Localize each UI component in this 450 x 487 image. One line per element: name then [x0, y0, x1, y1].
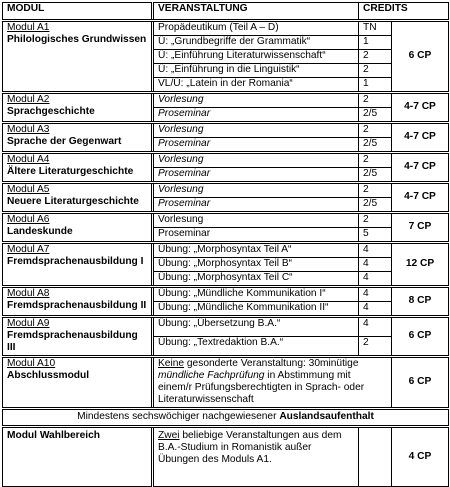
module-code: Modul A10: [7, 357, 56, 369]
module-cp: 12 CP: [392, 243, 449, 287]
course-credit: 2: [359, 123, 392, 138]
module-name: Sprachgeschichte: [7, 106, 95, 118]
course-title: Übung: „Morphosyntax Teil A“: [153, 243, 359, 258]
module-cell: [3, 183, 153, 213]
course-title: Vorlesung: [153, 93, 359, 108]
course-credit: 1: [359, 78, 392, 93]
a10-text-2: in Abstimmung mit einem/r Prüfungsberechtigten in Sprach- oder Literaturwissenschaft: [158, 369, 365, 406]
wahl-module-name: Modul Wahlbereich: [3, 426, 153, 486]
course-title: Übung: „Übersetzung B.A.“: [153, 317, 359, 337]
table-row: [3, 243, 449, 258]
table-row: [3, 287, 449, 302]
module-cell: [3, 93, 153, 123]
course-credit: 2/5: [359, 108, 392, 123]
module-code: Modul A9: [7, 318, 50, 329]
header-row: [3, 3, 449, 21]
course-credit: 2/5: [359, 168, 392, 183]
abroad-note: [3, 408, 449, 426]
module-name: Fremdsprachenausbildung II: [7, 300, 147, 312]
course-title: Übung: „Morphosyntax Teil C“: [153, 272, 359, 287]
module-cp: 6 CP: [392, 356, 449, 408]
course-title: Vorlesung: [153, 153, 359, 168]
module-code: Modul A8: [7, 288, 50, 299]
course-title: Vorlesung: [153, 123, 359, 138]
course-credit: 2: [359, 183, 392, 198]
abroad-prefix: Mindestens sechswöchiger nachgewiesener: [77, 411, 280, 423]
a10-fachpruefung: mündliche Fachprüfung: [158, 369, 265, 381]
module-cp: 6 CP: [392, 21, 449, 93]
module-name: Fremdsprachenausbildung I: [7, 256, 144, 268]
module-cell: [3, 213, 153, 243]
course-title: Proseminar: [153, 168, 359, 183]
header-modul: MODUL: [3, 3, 153, 21]
course-credit: 2/5: [359, 198, 392, 213]
wahl-credit-empty: [359, 426, 392, 486]
course-title: Ü: „Grundbegriffe der Grammatik“: [153, 36, 359, 50]
course-credit: 4: [359, 287, 392, 302]
module-cp: 4-7 CP: [392, 183, 449, 213]
wahl-zwei: Zwei: [158, 429, 180, 441]
table-row: [3, 183, 449, 198]
abroad-row: [3, 408, 449, 426]
module-cell: [3, 153, 153, 183]
course-title: Übung: „Textredaktion B.A.“: [153, 336, 359, 356]
module-code: Modul A3: [7, 124, 50, 135]
course-credit: 2/5: [359, 138, 392, 153]
module-code: Modul A1: [7, 22, 50, 33]
wahl-text: beliebige Veranstaltungen aus dem B.A.-Studium in Romanistik außer Übungen des Moduls A1.: [158, 429, 342, 466]
course-title: Übung: „Mündliche Kommunikation I“: [153, 287, 359, 302]
module-cell: [3, 243, 153, 287]
course-title: Ü: „Einführung in die Linguistik“: [153, 64, 359, 78]
course-title: Vorlesung: [153, 183, 359, 198]
module-cell: [3, 287, 153, 317]
module-name: Ältere Literaturgeschichte: [7, 166, 134, 178]
course-title: Proseminar: [153, 198, 359, 213]
a10-text-1: gesonderte Veranstaltung: 30minütige: [184, 357, 359, 369]
module-cell: [3, 21, 153, 93]
curriculum-table: [2, 2, 449, 487]
course-title: Vorlesung: [153, 213, 359, 228]
course-credit: 2: [359, 64, 392, 78]
table-row: [3, 123, 449, 138]
module-name: Landeskunde: [7, 226, 73, 238]
course-credit: TN: [359, 21, 392, 36]
course-title: Übung: „Mündliche Kommunikation II“: [153, 302, 359, 317]
module-code: Modul A7: [7, 244, 50, 255]
wahl-description: [153, 426, 359, 486]
abroad-bold: Auslandsaufenthalt: [279, 411, 374, 423]
module-name: Abschlussmodul: [7, 369, 90, 381]
course-credit: 4: [359, 272, 392, 287]
module-cp: 7 CP: [392, 213, 449, 243]
table-row: [3, 426, 449, 486]
course-credit: 4: [359, 317, 392, 337]
module-code: Modul A5: [7, 184, 50, 195]
course-title: Proseminar: [153, 228, 359, 243]
module-cp: 4 CP: [392, 426, 449, 486]
table-row: [3, 93, 449, 108]
module-name: Neuere Literaturgeschichte: [7, 196, 139, 208]
course-credit: 2: [359, 93, 392, 108]
module-code: Modul A2: [7, 94, 50, 105]
header-credits: CREDITS: [359, 3, 449, 21]
course-credit: 4: [359, 243, 392, 258]
module-cp: 8 CP: [392, 287, 449, 317]
module-cp: 4-7 CP: [392, 153, 449, 183]
module-code: Modul A4: [7, 154, 50, 165]
module-name: Fremdsprachenausbildung III: [7, 330, 138, 354]
table-row: [3, 21, 449, 36]
module-cell: [3, 356, 153, 408]
course-credit: 5: [359, 228, 392, 243]
table-row: [3, 356, 449, 408]
course-title: VL/Ü: „Latein in der Romania“: [153, 78, 359, 93]
module-cell: [3, 123, 153, 153]
table-row: [3, 317, 449, 337]
course-title: Proseminar: [153, 138, 359, 153]
module-cp: 4-7 CP: [392, 123, 449, 153]
table-row: [3, 213, 449, 228]
module-cell: [3, 317, 153, 357]
module-name: Sprache der Gegenwart: [7, 136, 122, 148]
header-veranstaltung: VERANSTALTUNG: [153, 3, 359, 21]
course-credit: 1: [359, 36, 392, 50]
table-row: [3, 153, 449, 168]
module-cp: 6 CP: [392, 317, 449, 357]
a10-description: [153, 356, 392, 408]
a10-keine: Keine: [158, 357, 185, 369]
course-credit: 2: [359, 153, 392, 168]
course-credit: 2: [359, 50, 392, 64]
course-credit: 2: [359, 336, 392, 356]
course-credit: 2: [359, 213, 392, 228]
module-cp: 4-7 CP: [392, 93, 449, 123]
module-name: Philologisches Grundwissen: [7, 34, 147, 46]
course-title: Übung: „Morphosyntax Teil B“: [153, 258, 359, 272]
course-credit: 4: [359, 258, 392, 272]
module-code: Modul A6: [7, 214, 50, 225]
course-title: Ü: „Einführung Literaturwissenschaft“: [153, 50, 359, 64]
course-credit: 4: [359, 302, 392, 317]
course-title: Proseminar: [153, 108, 359, 123]
course-title: Propädeutikum (Teil A – D): [153, 21, 359, 36]
